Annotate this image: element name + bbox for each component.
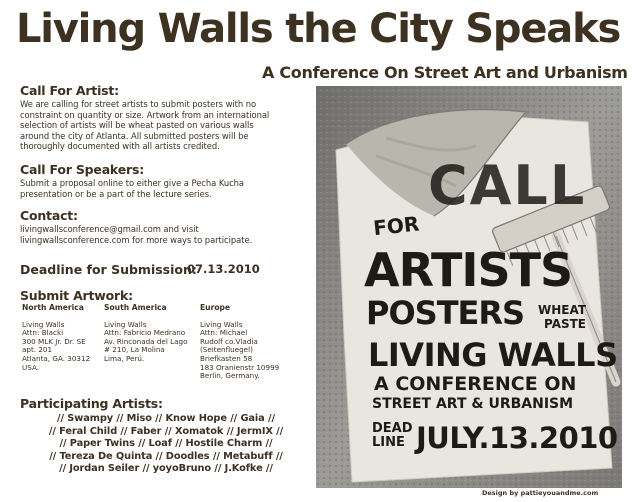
contact-section [20,209,312,245]
poster-photo [316,86,622,488]
address-line: 300 MLK Jr. Dr. SE [22,336,86,346]
paragraph-line: constraint on quantity or size. Artwork from an international [20,109,270,120]
poster-call: CALL [428,154,587,217]
call-for-artist-heading: Call For Artist: [20,83,119,98]
address-line: Attn: Michael [200,328,248,338]
call-for-speakers-section [20,163,312,199]
address-line: Attn: Fabricio Medrano [104,328,186,338]
contact-email: livingwallsconference@gmail.com and visit [20,224,199,234]
address-line: Living Walls [200,319,243,329]
paragraph-line: thoroughly documented with all artists credited. [20,141,220,152]
address-line: Briefkasten 58 [200,353,253,363]
address-north-america [22,304,90,372]
poster-paste: PASTE [544,317,587,331]
address-line: Berlin, Germany. [200,371,260,381]
poster-posters: POSTERS [366,294,525,332]
contact-heading: Contact: [20,208,78,223]
poster-dead: DEAD [372,421,413,436]
address-line: USA. [22,362,40,372]
address-line: # 210, La Molina [104,345,165,355]
address-europe [200,304,279,381]
poster-living-walls: LIVING WALLS [368,336,618,374]
address-line: Attn: Blacki [22,328,64,338]
submit-artwork-heading: Submit Artwork: [20,288,133,303]
artist-line: // Paper Twins // Loaf // Hostile Charm // [59,438,273,450]
call-for-speakers-heading: Call For Speakers: [20,162,144,177]
poster-wheat: WHEAT [538,303,587,317]
contact-website: livingwallsconference.com for more ways to participate. [20,234,253,245]
address-line: apt. 201 [22,345,53,355]
address-line: Av. Rinconada del Lago [104,336,188,346]
artist-line: // Swampy // Miso // Know Hope // Gaia // [57,413,275,424]
participating-artists-heading: Participating Artists: [20,396,163,411]
address-line: 183 Oranienstr 10999 [200,362,280,372]
address-title: South America [104,303,167,312]
submit-artwork-section [20,289,312,394]
deadline-label: Deadline for Submission: [20,262,197,277]
address-title: Europe [200,303,231,312]
address-line: (Seitenfluegel) [200,345,253,355]
address-title: North America [22,303,84,312]
poster-a-conference-on: A CONFERENCE ON [374,373,577,395]
poster-date: JULY.13.2010 [416,421,618,455]
address-south-america [104,304,188,364]
paragraph-line: We are calling for street artists to submit posters with no [20,99,257,109]
page-title: Living Walls the City Speaks [16,6,621,52]
artist-line: // Jordan Seiler // yoyoBruno // J.Kofke // [59,463,273,475]
participating-artists-section [20,397,312,476]
address-line: Atlanta, GA. 30312 [22,353,91,363]
address-line: Living Walls [104,319,147,329]
page-subtitle: A Conference On Street Art and Urbanism [262,63,628,82]
address-line: Lima, Perú. [104,353,145,363]
address-line: Rudolf co.Vladia [200,336,258,346]
design-credit: Design by pattieyouandme.com [482,489,599,497]
paragraph-line: around the city of Atlanta. All submitted posters will be [20,130,249,141]
deadline-date: 07.13.2010 [187,262,260,276]
deadline-row [20,262,312,277]
artist-line: // Tereza De Quinta // Doodles // Metabuff // [49,450,283,462]
paragraph-line: Submit a proposal online to either give a Pecha Kucha [20,178,244,188]
address-line: Living Walls [22,319,65,329]
paragraph-line: selection of artists will be wheat pasted on various walls [20,120,254,131]
paragraph-line: presentation or be a part of the lecture series. [20,188,212,199]
artist-line: // Feral Child // Faber // Xomatok // JermIX // [48,425,284,437]
call-for-artist-section [20,84,312,152]
poster-artists: ARTISTS [364,243,573,297]
poster-line: LINE [372,435,405,450]
poster-street-art: STREET ART & URBANISM [372,396,574,412]
poster-for: FOR [372,211,421,241]
